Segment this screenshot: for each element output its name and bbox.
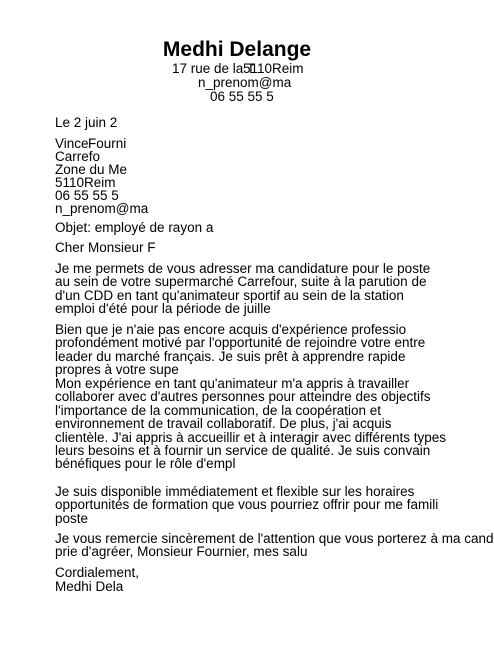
paragraph-5 (55, 531, 494, 560)
paragraph-line: leader du marché français. Je suis prêt à apprendre rapide (55, 348, 406, 364)
paragraph-line: profondément motivé par l'opportunité de rejoindre votre entre (55, 335, 426, 351)
recipient-first-name: Vince (55, 136, 89, 151)
letter-signature: Medhi Dela (55, 579, 124, 594)
paragraph-line: Je me permets de vous adresser ma candidature pour le poste (55, 261, 431, 276)
paragraph-line: Mon expérience en tant qu'animateur m'a appris à travailler (55, 376, 410, 391)
paragraph-line: au sein de votre supermarché Carrefour, suite à la parution de (55, 274, 427, 290)
paragraph-line: opportunités de formation que vous pourriez offrir pour me famili (55, 497, 439, 513)
paragraph-line: emploi d'été pour la période de juille (55, 301, 271, 317)
letter-date: Le 2 juin 2 (55, 115, 118, 130)
paragraph-line: bénéfiques pour le rôle d'empl (55, 456, 236, 472)
letter-closing: Cordialement, (55, 565, 140, 580)
paragraph-line: clientèle. J'ai appris à accueillir et à interagir avec différents types (55, 429, 447, 445)
paragraph-line: Je suis disponible immédiatement et flexible sur les horaires (55, 484, 415, 499)
recipient-last-name: Fourni (88, 136, 127, 151)
sender-name: Medhi Delange (162, 38, 312, 61)
paragraph-line: l'importance de la communication, de la coopération et (55, 402, 382, 418)
letter-subject: Objet: employé de rayon a (55, 220, 214, 235)
paragraph-2 (55, 323, 425, 377)
sender-address: 17 rue de la T (172, 61, 256, 76)
paragraph-line: Je vous remercie sincèrement de l'attention que vous porterez à ma cand (55, 531, 494, 546)
paragraph-line: d'un CDD en tant qu'animateur sportif au sein de la station (55, 287, 404, 303)
sender-city: 5110Reim (243, 61, 304, 76)
paragraph-line: collaborer avec d'autres personnes pour atteindre des objectifs (55, 389, 431, 405)
recipient-phone: 06 55 55 5 (55, 188, 119, 203)
sender-phone: 06 55 55 5 (210, 89, 274, 104)
paragraph-line: poste (55, 510, 89, 526)
paragraph-line: Bien que je n'aie pas encore acquis d'expérience professio (55, 322, 407, 337)
recipient-email: n_prenom@ma (55, 201, 149, 216)
paragraph-line: propres à votre supe (55, 362, 179, 378)
recipient-street: Zone du Me (55, 162, 128, 177)
paragraph-3 (55, 376, 447, 472)
letter-salutation: Cher Monsieur F (55, 240, 156, 255)
paragraph-line: environnement de travail collaboratif. De plus, j'ai acquis (55, 416, 392, 432)
paragraph-line: leurs besoins et à fournir un service de qualité. Je suis convain (55, 443, 431, 459)
paragraph-line: prie d'agréer, Monsieur Fournier, mes salu (55, 544, 308, 560)
paragraph-4 (55, 484, 439, 526)
sender-email: n_prenom@ma (198, 75, 292, 90)
recipient-city: 5110Reim (55, 175, 116, 190)
recipient-company: Carrefo (55, 149, 101, 164)
paragraph-1 (55, 261, 431, 317)
